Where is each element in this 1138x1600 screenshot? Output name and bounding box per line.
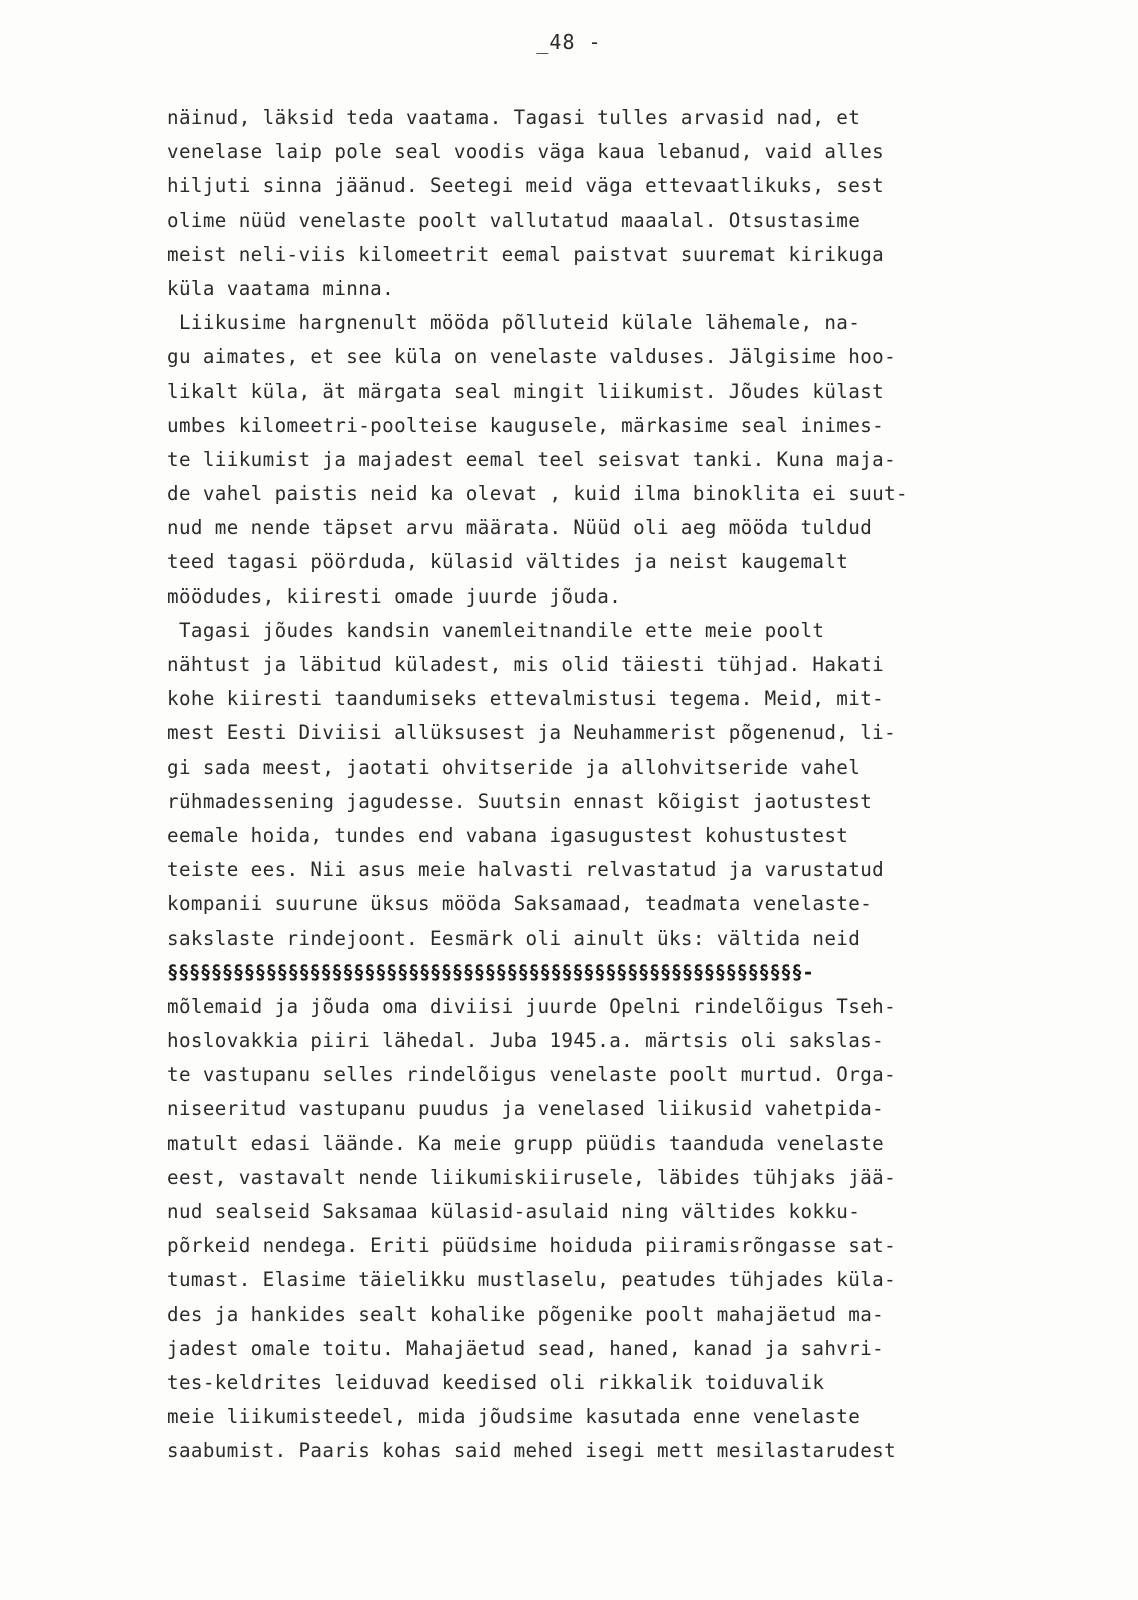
body-text bbox=[167, 101, 1067, 1469]
text-line: eest, vastavalt nende liikumiskiirusele, läbides tühjaks jää- bbox=[167, 1165, 897, 1189]
text-line: kompanii suurune üksus mööda Saksamaad, teadmata venelaste- bbox=[167, 892, 873, 916]
text-line: de vahel paistis neid ka olevat , kuid ilma binoklita ei suut- bbox=[167, 482, 909, 506]
text-line: te vastupanu selles rindelõigus venelaste poolt murtud. Orga- bbox=[167, 1063, 897, 1087]
page-number: _48 - bbox=[536, 30, 602, 54]
text-line: meist neli-viis kilomeetrit eemal paistvat suuremat kirikuga bbox=[167, 242, 885, 266]
text-line: meie liikumisteedel, mida jõudsime kasutada enne venelaste bbox=[167, 1405, 861, 1429]
text-line: eemale hoida, tundes end vabana igasugustest kohustustest bbox=[167, 823, 849, 847]
text-line: gu aimates, et see küla on venelaste valduses. Jälgisime hoo- bbox=[167, 345, 897, 369]
text-line: Tagasi jõudes kandsin vanemleitnandile ette meie poolt bbox=[167, 618, 825, 642]
text-line: kohe kiiresti taandumiseks ettevalmistusi tegema. Meid, mit- bbox=[167, 687, 885, 711]
text-line: olime nüüd venelaste poolt vallutatud maaalal. Otsustasime bbox=[167, 208, 861, 232]
text-line: tes-keldrites leiduvad keedised oli rikkalik toiduvalik bbox=[167, 1370, 825, 1394]
text-line: rühmadessening jagudesse. Suutsin ennast kõigist jaotustest bbox=[167, 789, 873, 813]
text-line: möödudes, kiiresti omade juurde jõuda. bbox=[167, 584, 622, 608]
text-line: des ja hankides sealt kohalike põgenike poolt mahajäetud ma- bbox=[167, 1302, 885, 1326]
text-line: küla vaatama minna. bbox=[167, 276, 395, 300]
text-line: teiste ees. Nii asus meie halvasti relvastatud ja varustatud bbox=[167, 858, 885, 882]
text-line: venelase laip pole seal voodis väga kaua lebanud, vaid alles bbox=[167, 140, 885, 164]
text-line: näinud, läksid teda vaatama. Tagasi tulles arvasid nad, et bbox=[167, 106, 861, 129]
text-line: nähtust ja läbitud küladest, mis olid täiesti tühjad. Hakati bbox=[167, 653, 885, 676]
text-line: te liikumist ja majadest eemal teel seisvat tanki. Kuna maja- bbox=[167, 447, 897, 471]
text-line: gi sada meest, jaotati ohvitseride ja allohvitseride vahel bbox=[167, 755, 861, 779]
text-line: teed tagasi pöörduda, külasid vältides ja neist kaugemalt bbox=[167, 550, 849, 574]
text-line: tumast. Elasime täielikku mustlaselu, peatudes tühjades küla- bbox=[167, 1268, 897, 1292]
text-line: niseeritud vastupanu puudus ja venelased liikusid vahetpida- bbox=[167, 1097, 885, 1121]
text-line: mõlemaid ja jõuda oma diviisi juurde Opelni rindelõigus Tseh- bbox=[167, 994, 897, 1018]
text-line: nud me nende täpset arvu määrata. Nüüd oli aeg mööda tuldud bbox=[167, 516, 873, 540]
text-line: hoslovakkia piiri lähedal. Juba 1945.a. märtsis oli sakslas- bbox=[167, 1029, 885, 1053]
text-line: likalt küla, ät märgata seal mingit liikumist. Jõudes külast bbox=[167, 379, 885, 403]
text-line: põrkeid nendega. Eriti püüdsime hoiduda piiramisrõngasse sat- bbox=[167, 1234, 897, 1258]
text-line: nud sealseid Saksamaa külasid-asulaid ning vältides kokku- bbox=[167, 1200, 861, 1223]
text-line: mest Eesti Diviisi allüksusest ja Neuhammerist põgenenud, li- bbox=[167, 721, 897, 745]
text-line: hiljuti sinna jäänud. Seetegi meid väga ettevaatlikuks, sest bbox=[167, 174, 885, 198]
text-line: umbes kilomeetri-poolteise kaugusele, märkasime seal inimes- bbox=[167, 413, 885, 437]
text-line: Liikusime hargnenult mööda põlluteid külale lähemale, na- bbox=[167, 311, 861, 335]
text-line: saabumist. Paaris kohas said mehed isegi mett mesilastarudest bbox=[167, 1439, 897, 1463]
text-line: sakslaste rindejoont. Eesmärk oli ainult üks: vältida neid bbox=[167, 926, 861, 950]
text-line: matult edasi läände. Ka meie grupp püüdis taanduda venelaste bbox=[167, 1131, 885, 1155]
text-line: jadest omale toitu. Mahajäetud sead, haned, kanad ja sahvri- bbox=[167, 1336, 885, 1360]
overtyped-line: §§§§§§§§§§§§§§§§§§§§§§§§§§§§§§§§§§§§§§§§§§§§§§§§§§§§§§§§§§- bbox=[167, 960, 814, 984]
